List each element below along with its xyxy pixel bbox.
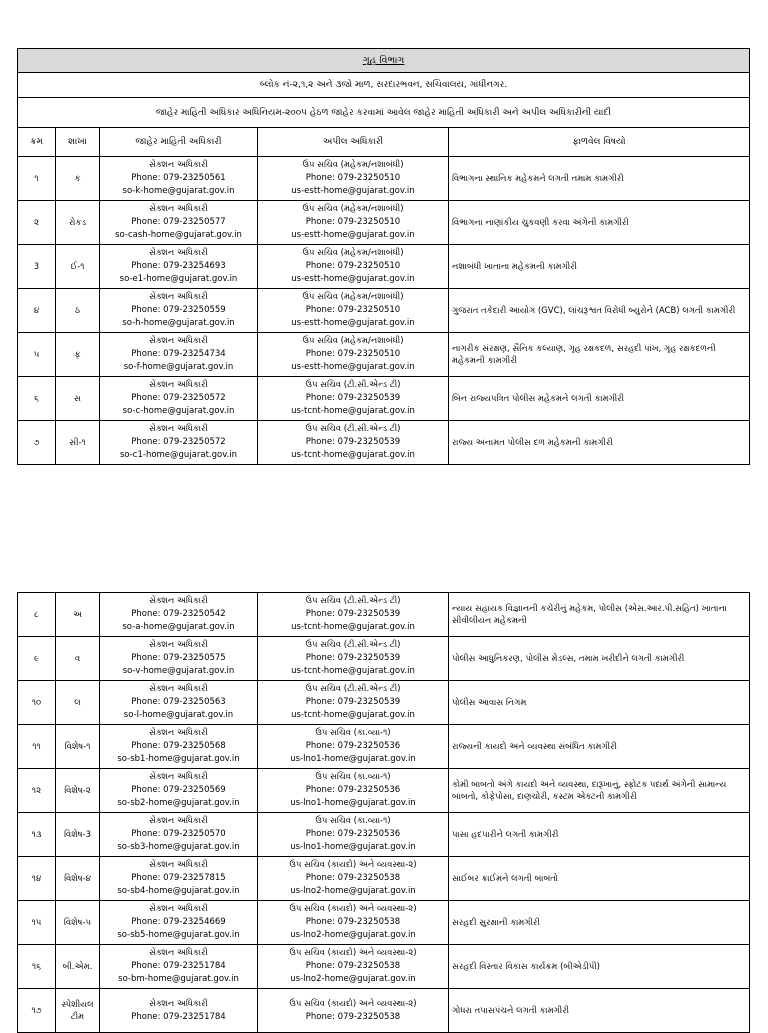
officer-title: સેક્શન અધિકારી <box>149 640 208 650</box>
appellate-email: us-estt-home@gujarat.gov.in <box>291 274 415 284</box>
pio-cell <box>100 421 258 465</box>
officer-title: સેક્શન અધિકારી <box>149 292 208 302</box>
subjects-cell: રાજ્યની કાયદો અને વ્યવસ્થા સંબંધિત કામગીરી <box>449 725 750 769</box>
branch-cell: ક <box>56 157 100 201</box>
appellate-cell <box>258 857 449 901</box>
appellate-title: ઉપ સચિવ (કાયદો) અને વ્યવસ્થા-૨) <box>289 904 417 914</box>
officer-email: so-a-home@gujarat.gov.in <box>122 622 235 632</box>
table-row <box>18 725 750 769</box>
appellate-title: ઉપ સચિવ (મહેકમ/નશાબંધી) <box>302 204 404 214</box>
table-row <box>18 945 750 989</box>
officer-title: સેક્શન અધિકારી <box>149 336 208 346</box>
table-row <box>18 857 750 901</box>
table-row <box>18 333 750 377</box>
table-row <box>18 377 750 421</box>
col-header-appellate: અપીલ અધિકારી <box>258 128 449 157</box>
serial-number-cell: ૮ <box>18 593 56 637</box>
appellate-email: us-estt-home@gujarat.gov.in <box>291 186 415 196</box>
officer-email: so-bm-home@gujarat.gov.in <box>118 974 239 984</box>
serial-number-cell: 3 <box>18 245 56 289</box>
officer-email: so-k-home@gujarat.gov.in <box>122 186 235 196</box>
officer-title: સેક્શન અધિકારી <box>149 160 208 170</box>
appellate-phone: Phone: 079-23250539 <box>305 609 401 619</box>
table-row <box>18 637 750 681</box>
officer-title: સેક્શન અધિકારી <box>149 816 208 826</box>
serial-number-cell: ૧૭ <box>18 989 56 1033</box>
serial-number-cell: ૭ <box>18 421 56 465</box>
officer-phone: Phone: 079-23251784 <box>131 961 226 971</box>
subjects-cell: ન્યાય સહાયક વિજ્ઞાનની કચેરીનું મહેકમ, પોલીસ (એસ.આર.પી.સહિત) ખાતાના સીવીલીયન મહેકમની <box>449 593 750 637</box>
address-line: બ્લોક નં-૨,૧,૨ અને ૩જો માળ, સરદારભવન, સચિવાલય, ગાંધીનગર. <box>18 73 750 98</box>
subjects-cell: ગોધરા તપાસપંચને લગતી કામગીરી <box>449 989 750 1033</box>
appellate-title: ઉપ સચિવ (કાયદો) અને વ્યવસ્થા-૨) <box>289 860 417 870</box>
subjects-cell: સરહદી સુરક્ષાની કામગીરી <box>449 901 750 945</box>
subjects-cell: વિભાગના નાણાંકીય ચુકવણી કરવા અંગેની કામગીરી <box>449 201 750 245</box>
officer-title: સેક્શન અધિકારી <box>149 424 208 434</box>
branch-cell: સ્પેશીયલ ટીમ <box>56 989 100 1033</box>
officer-title: સેક્શન અધિકારી <box>149 684 208 694</box>
appellate-cell <box>258 333 449 377</box>
pio-cell <box>100 769 258 813</box>
officer-title: સેક્શન અધિકારી <box>149 904 208 914</box>
officer-phone: Phone: 079-23250568 <box>131 741 226 751</box>
pio-cell <box>100 245 258 289</box>
appellate-phone: Phone: 079-23250539 <box>305 653 401 663</box>
appellate-phone: Phone: 079-23250536 <box>305 741 401 751</box>
rti-officer-table-page2 <box>17 592 750 1033</box>
serial-number-cell: ૧૬ <box>18 945 56 989</box>
branch-cell: વિશેષ-૧ <box>56 725 100 769</box>
officer-email: so-c-home@gujarat.gov.in <box>122 406 235 416</box>
subjects-cell: બિન રાજ્યપત્રિત પોલીસ મહેકમને લગતી કામગીરી <box>449 377 750 421</box>
department-title: ગૃહ વિભાગ <box>18 49 750 73</box>
appellate-title: ઉપ સચિવ (ટી.સી.એન્ડ ટી) <box>305 640 401 650</box>
appellate-title: ઉપ સચિવ (કા.વ્યા-૧) <box>315 816 391 826</box>
serial-number-cell: ૧ <box>18 157 56 201</box>
subjects-cell: રાજ્ય અનામત પોલીસ દળ મહેકમની કામગીરી <box>449 421 750 465</box>
branch-cell: વ <box>56 637 100 681</box>
branch-cell: ઠ <box>56 289 100 333</box>
serial-number-cell: ૧૪ <box>18 857 56 901</box>
serial-number-cell: ૧૩ <box>18 813 56 857</box>
table-row <box>18 813 750 857</box>
table-row <box>18 289 750 333</box>
appellate-cell <box>258 769 449 813</box>
officer-email: so-cash-home@gujarat.gov.in <box>115 230 242 240</box>
subjects-cell: પોલીસ આવાસ નિગમ <box>449 681 750 725</box>
subjects-cell: પાસા હદપારીને લગતી કામગીરી <box>449 813 750 857</box>
appellate-email: us-tcnt-home@gujarat.gov.in <box>291 710 415 720</box>
appellate-phone: Phone: 079-23250510 <box>305 305 401 315</box>
branch-cell: વિશેષ-૨ <box>56 769 100 813</box>
appellate-title: ઉપ સચિવ (કાયદો) અને વ્યવસ્થા-૨) <box>289 998 417 1009</box>
table-row <box>18 421 750 465</box>
officer-phone: Phone: 079-23250561 <box>131 173 226 183</box>
officer-phone: Phone: 079-23250542 <box>131 609 226 619</box>
serial-number-cell: ૧૧ <box>18 725 56 769</box>
subjects-cell: ગુજરાત તકેદારી આયોગ (GVC), લાંચરૂશ્વત વિરોધી બ્યુરોને (ACB) લગતી કામગીરી <box>449 289 750 333</box>
appellate-email: us-tcnt-home@gujarat.gov.in <box>291 666 415 676</box>
serial-number-cell: ૧૨ <box>18 769 56 813</box>
col-header-branch: શાખા <box>56 128 100 157</box>
appellate-cell <box>258 245 449 289</box>
officer-phone: Phone: 079-23250572 <box>131 393 226 403</box>
appellate-cell <box>258 289 449 333</box>
list-title: જાહેર માહિતી અધિકાર અધિનિયમ-૨૦૦૫ હેઠળ જાહેર કરવામાં આવેલ જાહેર માહિતી અધિકારી અને અપીલ અધિકારીની યાદી <box>18 98 750 128</box>
appellate-title: ઉપ સચિવ (ટી.સી.એન્ડ ટી) <box>305 684 401 694</box>
appellate-title: ઉપ સચિવ (કા.વ્યા-૧) <box>315 772 391 782</box>
officer-title: સેક્શન અધિકારી <box>149 860 208 870</box>
officer-title: સેક્શન અધિકારી <box>149 998 208 1009</box>
officer-email: so-sb1-home@gujarat.gov.in <box>117 754 240 764</box>
appellate-email: us-tcnt-home@gujarat.gov.in <box>291 406 415 416</box>
officer-phone: Phone: 079-23257815 <box>131 873 226 883</box>
appellate-phone: Phone: 079-23250538 <box>305 873 401 883</box>
appellate-cell <box>258 725 449 769</box>
branch-cell: વિશેષ-3 <box>56 813 100 857</box>
branch-cell: વિશેષ-૫ <box>56 901 100 945</box>
officer-email: so-v-home@gujarat.gov.in <box>122 666 235 676</box>
appellate-cell <box>258 901 449 945</box>
appellate-phone: Phone: 079-23250538 <box>305 917 401 927</box>
appellate-title: ઉપ સચિવ (ટી.સી.એન્ડ ટી) <box>305 596 401 606</box>
branch-cell: સ <box>56 377 100 421</box>
table-row <box>18 989 750 1033</box>
col-header-subjects: ફાળવેલ વિષયો <box>449 128 750 157</box>
appellate-email: us-tcnt-home@gujarat.gov.in <box>291 450 415 460</box>
subjects-cell: પોલીસ આધુનિકરણ, પોલીસ મેડલ્સ, તમામ ખરીદીને લગતી કામગીરી <box>449 637 750 681</box>
appellate-email: us-lno2-home@gujarat.gov.in <box>290 930 416 940</box>
appellate-phone: Phone: 079-23250510 <box>305 349 401 359</box>
pio-cell <box>100 989 258 1033</box>
appellate-phone: Phone: 079-23250538 <box>305 961 401 971</box>
appellate-cell <box>258 377 449 421</box>
pio-cell <box>100 857 258 901</box>
table-row <box>18 157 750 201</box>
appellate-title: ઉપ સચિવ (ટી.સી.એન્ડ ટી) <box>305 424 401 434</box>
appellate-title: ઉપ સચિવ (મહેકમ/નશાબંધી) <box>302 248 404 258</box>
appellate-cell <box>258 637 449 681</box>
officer-phone: Phone: 079-23250563 <box>131 697 226 707</box>
appellate-title: ઉપ સચિવ (કાયદો) અને વ્યવસ્થા-૨) <box>289 948 417 958</box>
subjects-cell: નાગરીક સંરક્ષણ, સૈનિક કલ્યાણ, ગૃહ રક્ષકદળ, સરહદી પાંખ, ગૃહ રક્ષકદળની મહેકમની કામગીરી <box>449 333 750 377</box>
officer-email: so-f-home@gujarat.gov.in <box>123 362 234 372</box>
officer-title: સેક્શન અધિકારી <box>149 772 208 782</box>
branch-cell: સી-૧ <box>56 421 100 465</box>
pio-cell <box>100 201 258 245</box>
appellate-email: us-lno1-home@gujarat.gov.in <box>290 842 416 852</box>
officer-title: સેક્શન અધિકારી <box>149 248 208 258</box>
table-row <box>18 245 750 289</box>
rti-officer-table-page1 <box>17 48 750 465</box>
subjects-cell: સાઈબર ક્રાઈમને લગતી બાબતો <box>449 857 750 901</box>
serial-number-cell: ૨ <box>18 201 56 245</box>
pio-cell <box>100 593 258 637</box>
pio-cell <box>100 681 258 725</box>
officer-phone: Phone: 079-23250572 <box>131 437 226 447</box>
appellate-title: ઉપ સચિવ (મહેકમ/નશાબંધી) <box>302 160 404 170</box>
pio-cell <box>100 945 258 989</box>
officer-phone: Phone: 079-23250570 <box>131 829 226 839</box>
appellate-title: ઉપ સચિવ (મહેકમ/નશાબંધી) <box>302 336 404 346</box>
officer-phone: Phone: 079-23250569 <box>131 785 226 795</box>
officer-title: સેક્શન અધિકારી <box>149 380 208 390</box>
pio-cell <box>100 289 258 333</box>
subjects-cell: વિભાગના સ્થાનિક મહેકમને લગતી તમામ કામગીરી <box>449 157 750 201</box>
table-row <box>18 201 750 245</box>
officer-email: so-h-home@gujarat.gov.in <box>122 318 235 328</box>
subjects-cell: સરહદી વિસ્તાર વિકાસ કાર્યક્રમ (બીએડીપી) <box>449 945 750 989</box>
officer-phone: Phone: 079-23251784 <box>131 1011 226 1022</box>
table-row <box>18 901 750 945</box>
col-header-serial: ક્રમ <box>18 128 56 157</box>
appellate-cell <box>258 201 449 245</box>
appellate-email: us-lno2-home@gujarat.gov.in <box>290 974 416 984</box>
pio-cell <box>100 377 258 421</box>
pio-cell <box>100 157 258 201</box>
branch-cell: અ <box>56 593 100 637</box>
appellate-phone: Phone: 079-23250538 <box>305 1011 401 1022</box>
appellate-email: us-lno1-home@gujarat.gov.in <box>290 754 416 764</box>
appellate-cell <box>258 681 449 725</box>
appellate-cell <box>258 945 449 989</box>
officer-phone: Phone: 079-23254693 <box>131 261 226 271</box>
officer-email: so-sb5-home@gujarat.gov.in <box>117 930 240 940</box>
officer-email: so-sb2-home@gujarat.gov.in <box>117 798 240 808</box>
serial-number-cell: ૫ <box>18 333 56 377</box>
subjects-cell: નશાબંધી ખાતાના મહેકમની કામગીરી <box>449 245 750 289</box>
subjects-cell: કોમી બાબતો અંગે કાયદો અને વ્યવસ્થા, દારૂખાનું, સ્ફોટક પદાર્થ અંગેની સામાન્ય બાબતો, કોફેપોસા, દાણચોરી, કસ્ટમ એક્ટની કામગીરી <box>449 769 750 813</box>
officer-email: so-sb3-home@gujarat.gov.in <box>117 842 240 852</box>
officer-phone: Phone: 079-23254669 <box>131 917 226 927</box>
officer-email: so-sb4-home@gujarat.gov.in <box>117 886 240 896</box>
officer-phone: Phone: 079-23250577 <box>131 217 226 227</box>
appellate-email: us-estt-home@gujarat.gov.in <box>291 230 415 240</box>
table-row <box>18 681 750 725</box>
appellate-title: ઉપ સચિવ (કા.વ્યા-૧) <box>315 728 391 738</box>
branch-cell: વિશેષ-૪ <box>56 857 100 901</box>
pio-cell <box>100 725 258 769</box>
appellate-phone: Phone: 079-23250510 <box>305 261 401 271</box>
serial-number-cell: ૪ <box>18 289 56 333</box>
appellate-title: ઉપ સચિવ (ટી.સી.એન્ડ ટી) <box>305 380 401 390</box>
appellate-cell <box>258 421 449 465</box>
officer-title: સેક્શન અધિકારી <box>149 596 208 606</box>
serial-number-cell: ૬ <box>18 377 56 421</box>
officer-email: so-c1-home@gujarat.gov.in <box>119 450 238 460</box>
appellate-email: us-lno2-home@gujarat.gov.in <box>290 886 416 896</box>
officer-phone: Phone: 079-23254734 <box>131 349 226 359</box>
serial-number-cell: ૧૫ <box>18 901 56 945</box>
appellate-cell <box>258 989 449 1033</box>
branch-cell: ફ <box>56 333 100 377</box>
pio-cell <box>100 813 258 857</box>
pio-cell <box>100 637 258 681</box>
branch-cell: બી.એમ. <box>56 945 100 989</box>
serial-number-cell: ૯ <box>18 637 56 681</box>
branch-cell: ઈ-૧ <box>56 245 100 289</box>
appellate-cell <box>258 593 449 637</box>
col-header-pio: જાહેર માહિતી અધિકારી <box>100 128 258 157</box>
branch-cell: રોકડ <box>56 201 100 245</box>
appellate-phone: Phone: 079-23250539 <box>305 437 401 447</box>
appellate-phone: Phone: 079-23250536 <box>305 829 401 839</box>
appellate-email: us-lno1-home@gujarat.gov.in <box>290 798 416 808</box>
appellate-phone: Phone: 079-23250510 <box>305 217 401 227</box>
table-row <box>18 769 750 813</box>
appellate-phone: Phone: 079-23250536 <box>305 785 401 795</box>
officer-email: so-e1-home@gujarat.gov.in <box>119 274 238 284</box>
appellate-title: ઉપ સચિવ (મહેકમ/નશાબંધી) <box>302 292 404 302</box>
appellate-email: us-estt-home@gujarat.gov.in <box>291 318 415 328</box>
appellate-phone: Phone: 079-23250510 <box>305 173 401 183</box>
pio-cell <box>100 901 258 945</box>
appellate-phone: Phone: 079-23250539 <box>305 393 401 403</box>
appellate-cell <box>258 813 449 857</box>
appellate-phone: Phone: 079-23250539 <box>305 697 401 707</box>
appellate-email: us-estt-home@gujarat.gov.in <box>291 362 415 372</box>
officer-email: so-l-home@gujarat.gov.in <box>123 710 234 720</box>
officer-title: સેક્શન અધિકારી <box>149 948 208 958</box>
officer-phone: Phone: 079-23250559 <box>131 305 226 315</box>
officer-phone: Phone: 079-23250575 <box>131 653 226 663</box>
pio-cell <box>100 333 258 377</box>
appellate-email: us-tcnt-home@gujarat.gov.in <box>291 622 415 632</box>
branch-cell: લ <box>56 681 100 725</box>
officer-title: સેક્શન અધિકારી <box>149 728 208 738</box>
table-row <box>18 593 750 637</box>
serial-number-cell: ૧૦ <box>18 681 56 725</box>
appellate-cell <box>258 157 449 201</box>
officer-title: સેક્શન અધિકારી <box>149 204 208 214</box>
